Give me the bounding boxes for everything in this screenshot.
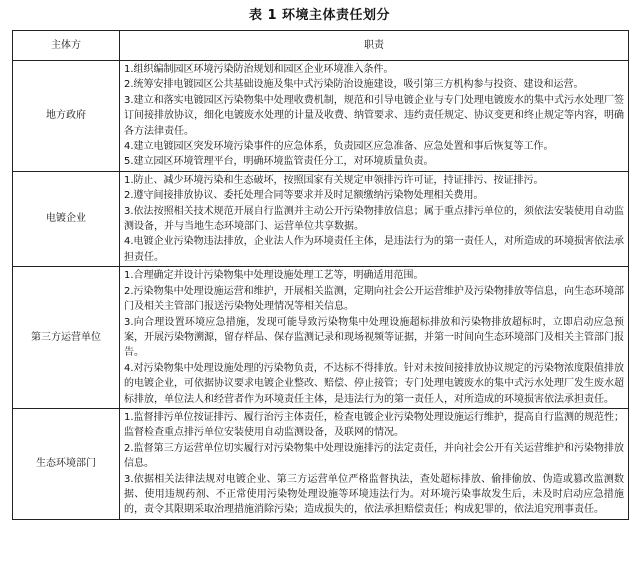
duty-item: 4.建立电镀园区突发环境污染事件的应急体系，负责园区应急准备、应急处置和事后恢复等工作。 (124, 141, 554, 153)
duty-item: 5.建立园区环境管理平台，明确环境监管责任分工，对环境质量负责。 (124, 156, 434, 168)
table-row (13, 267, 629, 409)
duty-item: 2.污染物集中处理设施运营和维护，开展相关监测，定期向社会公开运营维护及污染物排放等信息，向生态环境部门及相关主管部门报送污染物处理情况等相关信息。 (124, 285, 624, 313)
row-subject: 第三方运营单位 (13, 267, 120, 409)
responsibility-table (12, 30, 629, 520)
duty-item: 2.遵守间接排放协议、委托处理合同等要求并及时足额缴纳污染物处理相关费用。 (124, 190, 484, 202)
row-duties (120, 61, 629, 172)
row-duties (120, 408, 629, 519)
duty-item: 2.监督第三方运营单位切实履行对污染物集中处理设施排污的法定责任，并向社会公开有关运营维护和污染物排放信息。 (124, 442, 624, 470)
row-subject: 电镀企业 (13, 171, 120, 266)
table-row (13, 61, 629, 172)
header-duties: 职责 (120, 31, 629, 61)
row-subject: 地方政府 (13, 61, 120, 172)
duty-item: 3.依据相关法律法规对电镀企业、第三方运营单位严格监督执法，查处超标排放、偷排偷放、伪造或篡改监测数据、使用违规药剂、不正常使用污染物处理设施等环境违法行为。对环境污染事故发生后，未及时启动应急措施的，责令其限期采取治理措施消除污染；造成损失的，依法承担赔偿责任；构成犯罪的，依法追究刑事责任。 (124, 473, 624, 516)
table-row (13, 408, 629, 519)
duty-item: 1.组织编制园区环境污染防治规划和园区企业环境准入条件。 (124, 64, 394, 75)
duty-item: 1.监督排污单位按证排污、履行治污主体责任，检查电镀企业污染物处理设施运行维护，提高自行监测的规范性；监督检查重点排污单位安装使用自动监测设备，及联网的情况。 (124, 411, 624, 439)
duty-item: 3.建立和落实电镀园区污染物集中处理收费机制，规范和引导电镀企业与专门处理电镀废水的集中式污水处理厂签订间接排放协议，细化电镀废水处理的计量及收费、纳管要求、违约责任规定、协议变更和终止规定等内容，明确各方法律责任。 (124, 94, 624, 137)
row-subject: 生态环境部门 (13, 408, 120, 519)
duty-item: 2.统筹安排电镀园区公共基础设施及集中式污染防治设施建设，吸引第三方机构参与投资、建设和运营。 (124, 79, 584, 91)
duty-item: 3.依法按照相关技术规范开展自行监测并主动公开污染物排放信息；属于重点排污单位的，须依法安装使用自动监测设备，并与当地生态环境部门、运营单位共享数据。 (124, 205, 624, 233)
table-title: 表 1 环境主体责任划分 (248, 8, 391, 23)
header-subject: 主体方 (13, 31, 120, 61)
row-duties (120, 171, 629, 266)
duty-item: 4.对污染物集中处理设施处理的污染物负责，不达标不得排放。针对未按间接排放协议规定的污染物浓度限值排放的电镀企业，可依据协议要求电镀企业整改、赔偿、停止接管；专门处理电镀废水的集中式污水处理厂发生废水超标排放，单位法人和经营者作为环境责任主体，是违法行为的第一责任人，对所造成的环境损害依法承担责任。 (124, 362, 624, 405)
row-duties (120, 267, 629, 409)
table-row (13, 171, 629, 266)
duty-item: 3.向合理设置环境应急措施，发现可能导致污染物集中处理设施超标排放和污染物排放超标时，立即启动应急预案，开展污染物溯源，留存样品、保存监测记录和现场视频等证据，并第一时间向生态环境部门及相关主管部门报告。 (124, 316, 624, 359)
duty-item: 1.防止、减少环境污染和生态破坏，按照国家有关规定申领排污许可证，持证排污、按证排污。 (124, 174, 544, 186)
duty-item: 1.合理确定并设计污染物集中处理设施处理工艺等，明确适用范围。 (124, 270, 424, 282)
duty-item: 4.电镀企业污染物违法排放，企业法人作为环境责任主体，是违法行为的第一责任人，对所造成的环境损害依法承担责任。 (124, 236, 624, 263)
header-row (13, 31, 629, 61)
